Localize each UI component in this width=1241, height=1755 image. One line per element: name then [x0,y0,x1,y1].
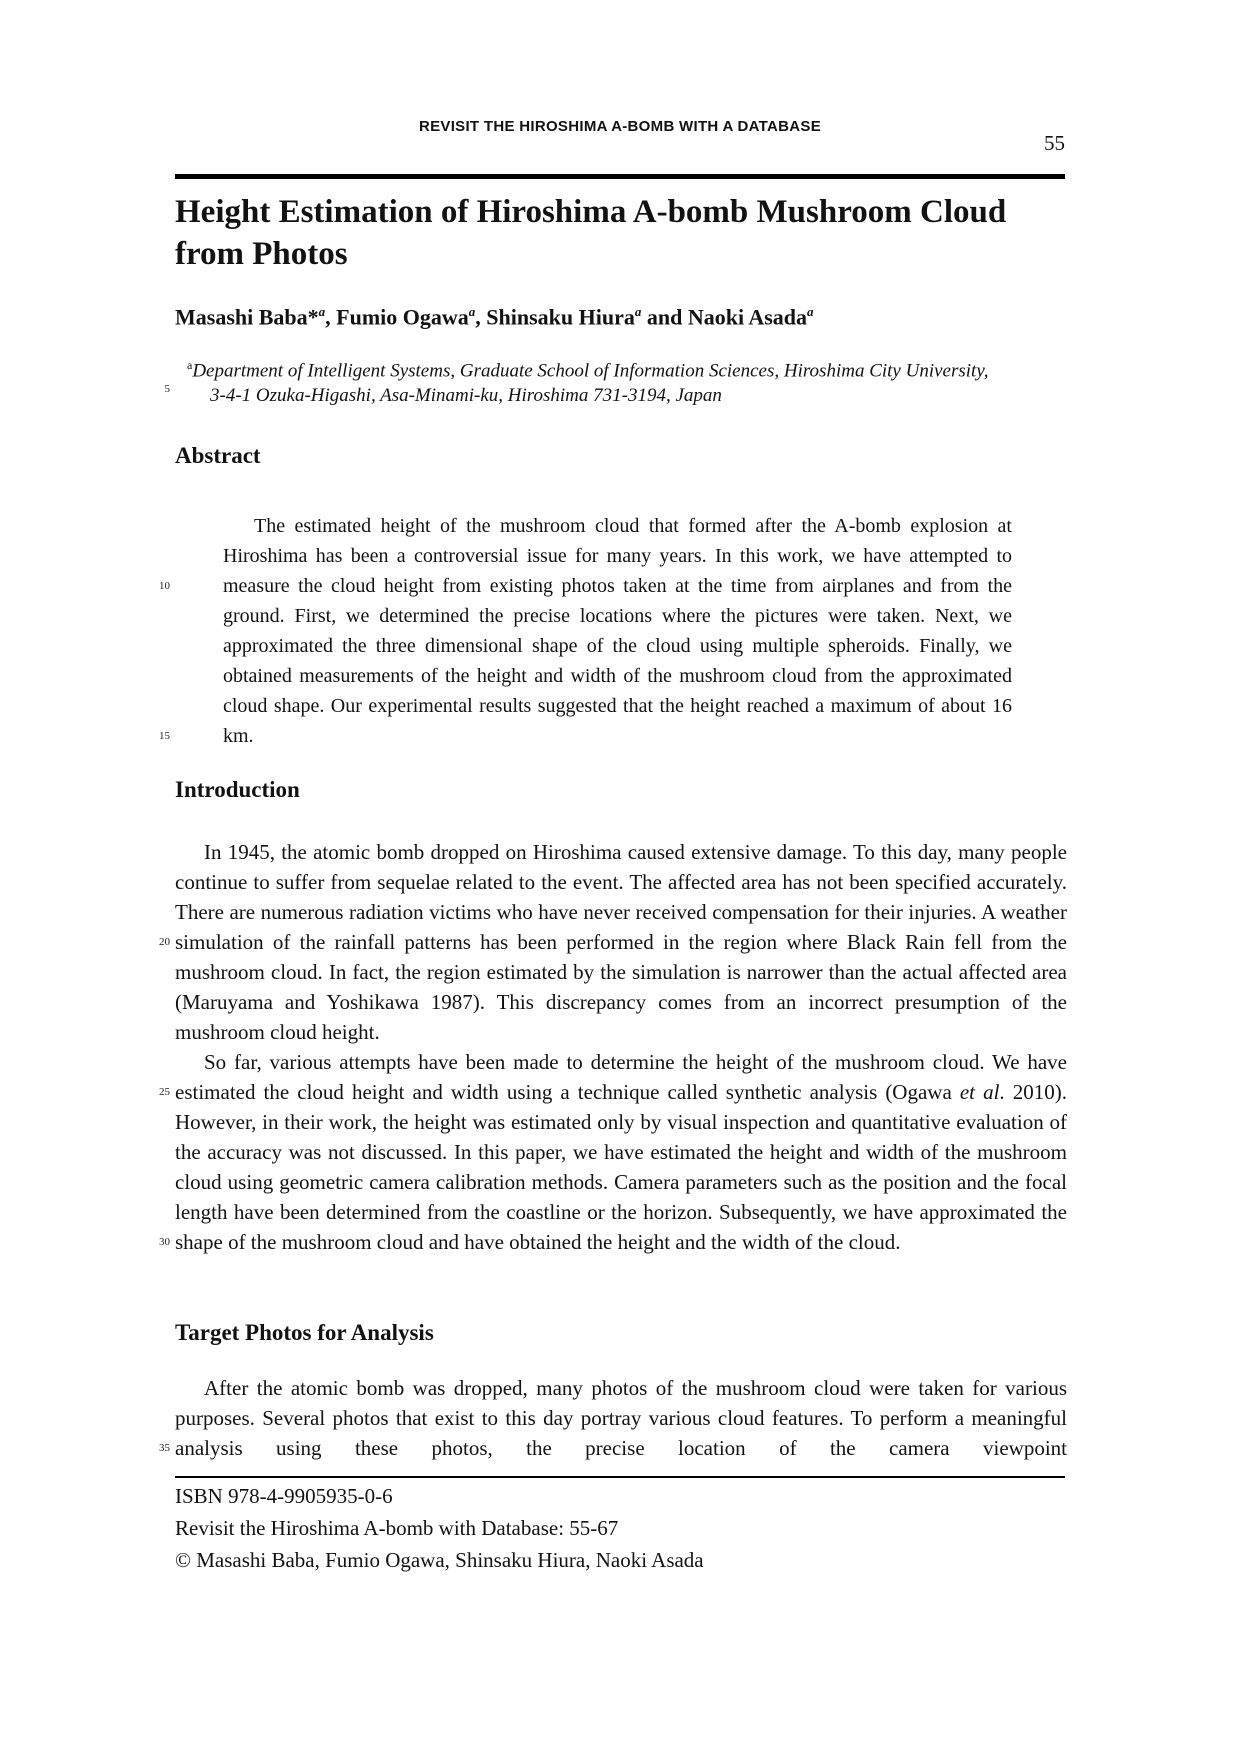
margin-line-number-20: 20 [159,936,170,948]
authors-line: Masashi Baba*$^a$, Fumio Ogawa$^a$, Shinsaku Hiura$^a$ and Naoki Asada$^a$ [175,304,814,330]
page-number: 55 [1044,131,1065,155]
footer-citation: Revisit the Hiroshima A-bomb with Database: 55-67 [175,1516,619,1540]
paper-title [175,191,1075,275]
running-head-title: REVISIT THE HIROSHIMA A-BOMB WITH A DATABASE [418,118,822,135]
paper-title-line-1: Height Estimation of Hiroshima A-bomb Mushroom Cloud [175,194,1007,230]
affiliation-line-2: 3-4-1 Ozuka-Higashi, Asa-Minami-ku, Hiroshima 731-3194, Japan [210,385,722,407]
paper-title-line-2: from Photos [175,236,348,272]
abstract-heading: Abstract [175,443,261,468]
margin-line-number-15: 15 [159,730,170,742]
introduction-paragraph-2: So far, various attempts have been made to determine the height of the mushroom cloud. We have estimated the cloud height and width using a technique called synthetic analysis (Ogawa et al. 2010). However, in their work, the height was estimated only by visual inspection and quantitative evaluation of the accuracy was not discussed. In this paper, we have estimated the height and width of the mushroom cloud using geometric camera calibration methods. Camera parameters such as the position and the focal length have been determined from the coastline or the horizon. Subsequently, we have approximated the shape of the mushroom cloud and have obtained the height and the width of the cloud. [175,1050,1067,1254]
footer-copyright: © Masashi Baba, Fumio Ogawa, Shinsaku Hiura, Naoki Asada [175,1548,704,1572]
target-photos-paragraph-1: After the atomic bomb was dropped, many photos of the mushroom cloud were taken for various purposes. Several photos that exist to this day portray various cloud features. To perform a meaningful analysis using these photos, the precise location of the camera viewpoint [175,1376,1067,1460]
margin-line-number-10: 10 [159,580,170,592]
margin-line-number-30: 30 [159,1236,170,1248]
abstract-paragraph: The estimated height of the mushroom cloud that formed after the A-bomb explosion at Hiroshima has been a controversial issue for many years. In this work, we have attempted to measure the cloud height from existing photos taken at the time from airplanes and from the ground. First, we determined the precise locations where the pictures were taken. Next, we approximated the three dimensional shape of the cloud using multiple spheroids. Finally, we obtained measurements of the height and width of the mushroom cloud from the approximated cloud shape. Our experimental results suggested that the height reached a maximum of about 16 km. [223,515,1012,747]
introduction-heading: Introduction [175,777,300,802]
target-photos-heading: Target Photos for Analysis [175,1320,434,1345]
footer-rule [175,1476,1065,1478]
footer-isbn: ISBN 978-4-9905935-0-6 [175,1484,393,1508]
introduction-section [175,837,1067,1257]
margin-line-number-5: 5 [164,383,170,395]
margin-line-number-25: 25 [159,1086,170,1098]
introduction-paragraph-1: In 1945, the atomic bomb dropped on Hiroshima caused extensive damage. To this day, many people continue to suffer from sequelae related to the event. The affected area has not been specified accurately. There are numerous radiation victims who have never received compensation for their injuries. A weather simulation of the rainfall patterns has been performed in the region where Black Rain fell from the mushroom cloud. In fact, the region estimated by the simulation is narrower than the actual affected area (Maruyama and Yoshikawa 1987). This discrepancy comes from an incorrect presumption of the mushroom cloud height. [175,840,1067,1044]
margin-line-number-35: 35 [159,1442,170,1454]
affiliation-line-1: $^a$Department of Intelligent Systems, Graduate School of Information Sciences, Hiroshima City University, [187,358,989,382]
target-photos-section [175,1373,1067,1463]
footer-block [175,1480,1065,1576]
affiliation-block [175,353,1075,408]
header-rule [175,174,1065,179]
